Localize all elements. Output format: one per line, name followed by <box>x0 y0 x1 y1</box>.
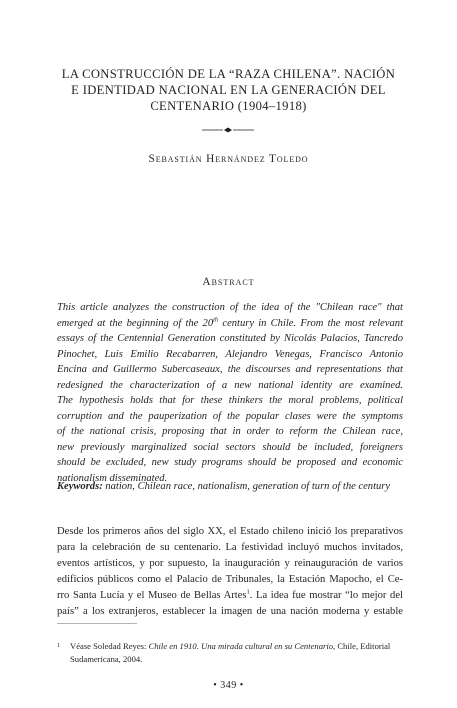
title-ornament <box>202 126 254 134</box>
footnote-text <box>70 640 403 665</box>
abstract-heading: Abstract <box>202 276 255 288</box>
abstract-line: Pinochet, Luis Emilio Recabarren, Alejandro Venegas, Francisco Antonio <box>57 348 403 360</box>
abstract-line: corruption and the pauperization of the popular clases were the symptoms <box>57 410 403 422</box>
abstract-line <box>57 316 403 332</box>
footnote-divider <box>57 623 137 624</box>
title-line: CENTENARIO (1904–1918) <box>150 99 307 113</box>
keywords-label: Keywords: <box>57 481 103 492</box>
abstract-line: of the national crisis, proposing that in order to reform the Chilean race, <box>57 426 403 438</box>
footnote <box>57 640 403 665</box>
page-number: • 349 • <box>213 680 244 691</box>
author-name: Sebastián Hernández Toledo <box>148 153 309 165</box>
abstract-line: essays of the Centennial Generation constituted by Nicolás Palacios, Tancredo <box>57 333 403 345</box>
body-line: eventos artísticos, y por supuesto, la inauguración y reinauguración de varios <box>57 558 403 570</box>
abstract-line-start: emerged at the beginning of the 20 <box>57 317 214 329</box>
article-title <box>40 66 417 114</box>
footnote-line <box>70 640 403 653</box>
body-line <box>57 588 403 604</box>
abstract-line: Encina and Guillermo Subercaseaux, the discourses and representations that <box>57 364 403 376</box>
keywords-list: nation, Chilean race, nationalism, generation of turn of the century <box>102 481 391 492</box>
body-line: país” a los extranjeros, establecer la imagen de una nación moderna y estable <box>57 606 403 618</box>
title-line: E IDENTIDAD NACIONAL EN LA GENERACIÓN DEL <box>71 83 386 97</box>
title-line: LA CONSTRUCCIÓN DE LA “RAZA CHILENA”. NACIÓN <box>61 67 396 81</box>
keywords <box>57 479 403 494</box>
body-paragraph <box>57 524 403 621</box>
body-line: edificios públicos como el Palacio de Tribunales, la Estación Mapocho, el Ce- <box>57 574 403 586</box>
footnote-number: 1 <box>57 643 60 649</box>
body-line: para la celebración de su centenario. La festividad incluyó muchos invitados, <box>57 542 403 554</box>
abstract-line: new previously marginalized social sectors should be included, foreigners <box>57 441 403 453</box>
abstract-line-end: century in Chile. From the most relevant <box>218 317 403 329</box>
abstract-line: The hypothesis holds that for these thinkers the moral problems, political <box>57 395 403 407</box>
body-line-start: rro Santa Lucía y el Museo de Bellas Artes <box>57 590 247 602</box>
abstract-line: should be excluded, new study programs should be proposed and economic <box>57 457 403 469</box>
abstract-text <box>57 300 403 487</box>
footnote-prefix: Véase Soledad Reyes: <box>70 641 149 651</box>
body-line: Desde los primeros años del siglo XX, el Estado chileno inició los preparativos <box>57 526 403 537</box>
abstract-line: This article analyzes the construction of the idea of the "Chilean race" that <box>57 302 403 313</box>
footnote-suffix: , Chile, Editorial <box>333 641 391 651</box>
footnote-book-title: Chile en 1910. Una mirada cultural en su Centenario <box>148 641 334 651</box>
footnote-line: Sudamericana, 2004. <box>70 653 143 664</box>
abstract-line: nationalism disseminated. <box>57 473 168 485</box>
footnote-reference[interactable]: 1 <box>246 588 250 596</box>
abstract-line: redesigned the characterization of a new national identity are examined. <box>57 379 403 391</box>
ordinal-suffix: th <box>213 316 219 324</box>
body-line-end: . La idea fue mostrar “lo mejor del <box>249 590 403 602</box>
